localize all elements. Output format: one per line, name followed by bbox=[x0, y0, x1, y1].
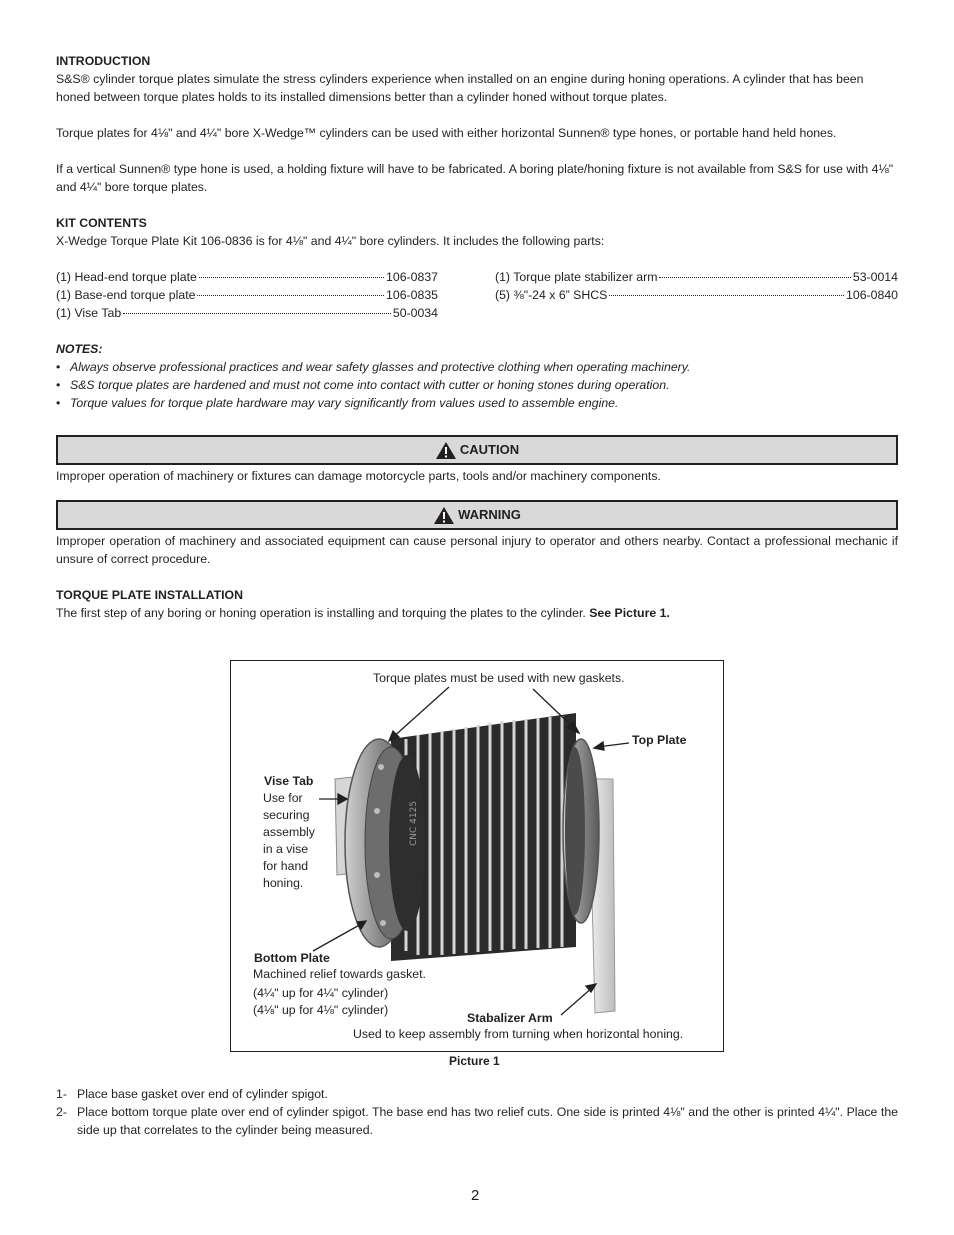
bottom-plate-size-1: (4¼" up for 4¼" cylinder) bbox=[253, 986, 389, 1000]
figure-caption: Picture 1 bbox=[449, 1054, 500, 1068]
stabilizer-arm-description: Used to keep assembly from turning when horizontal honing. bbox=[353, 1027, 684, 1041]
bullet-icon: • bbox=[56, 378, 61, 392]
warning-text: Improper operation of machinery and associated equipment can cause personal injury to operator and others nearby. Contact a professional mechanic if unsure of correct procedure. bbox=[56, 534, 898, 566]
kit-parts-left bbox=[56, 268, 438, 322]
intro-heading: INTRODUCTION bbox=[56, 54, 151, 68]
warning-banner bbox=[56, 500, 898, 530]
kit-description: X-Wedge Torque Plate Kit 106-0836 is for 4⅛" and 4¼" bore cylinders. It includes the following parts: bbox=[56, 234, 605, 248]
note-item: • Torque values for torque plate hardware may vary significantly from values used to assemble engine. bbox=[56, 396, 619, 410]
bottom-plate-description: Machined relief towards gasket. bbox=[253, 967, 426, 981]
kit-parts-right bbox=[495, 268, 898, 322]
picture-1-figure bbox=[230, 660, 724, 1052]
kit-part-row bbox=[495, 286, 898, 304]
bullet-icon: • bbox=[56, 360, 61, 374]
cylinder-marking: CNC 4125 bbox=[409, 800, 419, 846]
caution-label: CAUTION bbox=[459, 442, 520, 457]
step-number: 2- bbox=[56, 1105, 67, 1119]
step-number: 1- bbox=[56, 1087, 67, 1101]
top-plate-label: Top Plate bbox=[632, 733, 687, 747]
vise-tab-description: Use for securing assembly in a vise for hand honing. bbox=[263, 791, 315, 890]
install-text: The first step of any boring or honing operation is installing and torquing the plates to the cylinder. See Picture 1. bbox=[56, 606, 670, 620]
part-name: (1) Vise Tab bbox=[56, 306, 122, 320]
kit-part-row bbox=[56, 268, 438, 286]
intro-paragraph-1: S&S® cylinder torque plates simulate the stress cylinders experience when installed on an engine during honing operations. A cylinder that has been honed between torque plates holds to its installed dimensions better than a cylinder honed without torque plates. bbox=[56, 72, 864, 104]
part-name: (1) Head-end torque plate bbox=[56, 270, 197, 284]
caution-text: Improper operation of machinery or fixtures can damage motorcycle parts, tools and/or machinery components. bbox=[56, 469, 661, 483]
bottom-plate-label: Bottom Plate bbox=[254, 951, 330, 965]
caution-banner bbox=[56, 435, 898, 465]
part-name: (1) Base-end torque plate bbox=[56, 288, 196, 302]
bullet-icon: • bbox=[56, 396, 61, 410]
warning-triangle-icon bbox=[435, 441, 457, 460]
note-item: • S&S torque plates are hardened and must not come into contact with cutter or honing stones during operation. bbox=[56, 378, 670, 392]
kit-part-row bbox=[495, 268, 898, 286]
warning-triangle-icon bbox=[433, 506, 455, 525]
part-name: (5) ⅜"-24 x 6” SHCS bbox=[495, 288, 608, 302]
notes-title: NOTES: bbox=[56, 342, 103, 356]
kit-part-row bbox=[56, 304, 438, 322]
kit-heading: KIT CONTENTS bbox=[56, 216, 147, 230]
page-number: 2 bbox=[471, 1187, 480, 1204]
gaskets-note: Torque plates must be used with new gaskets. bbox=[373, 671, 625, 685]
intro-paragraph-2: Torque plates for 4⅛" and 4¼" bore X-Wedge™ cylinders can be used with either horizontal Sunnen® type hones, or portable hand held hones. bbox=[56, 126, 837, 140]
part-number: 106-0837 bbox=[386, 270, 438, 284]
install-heading: TORQUE PLATE INSTALLATION bbox=[56, 588, 243, 602]
part-number: 106-0835 bbox=[386, 288, 438, 302]
document-body bbox=[56, 52, 898, 622]
intro-paragraph-3: If a vertical Sunnen® type hone is used, a holding fixture will have to be fabricated. A boring plate/honing fixture is not available from S&S for use with 4⅛" and 4¼" bore torque plates. bbox=[56, 162, 894, 194]
installation-steps bbox=[56, 1085, 898, 1139]
step-item bbox=[56, 1085, 898, 1103]
part-name: (1) Torque plate stabilizer arm bbox=[495, 270, 658, 284]
warning-label: WARNING bbox=[458, 507, 521, 522]
note-item: • Always observe professional practices and wear safety glasses and protective clothing when operating machinery. bbox=[56, 360, 691, 374]
step-text: Place base gasket over end of cylinder spigot. bbox=[77, 1087, 328, 1101]
kit-part-row bbox=[56, 286, 438, 304]
picture-reference: See Picture 1. bbox=[589, 606, 670, 620]
bottom-plate-size-2: (4⅛" up for 4⅛" cylinder) bbox=[253, 1003, 389, 1017]
part-number: 50-0034 bbox=[392, 306, 438, 320]
part-number: 106-0840 bbox=[846, 288, 898, 302]
step-item bbox=[56, 1103, 898, 1139]
vise-tab-label: Vise Tab bbox=[264, 774, 314, 788]
stabilizer-arm-label: Stabalizer Arm bbox=[467, 1011, 553, 1025]
part-number: 53-0014 bbox=[852, 270, 898, 284]
kit-parts-list bbox=[56, 268, 898, 322]
step-text: Place bottom torque plate over end of cylinder spigot. The base end has two relief cuts. One side is printed 4⅛" and the other is printed 4¼". Place the side up that correlates to the cylinder being measured. bbox=[77, 1105, 898, 1137]
